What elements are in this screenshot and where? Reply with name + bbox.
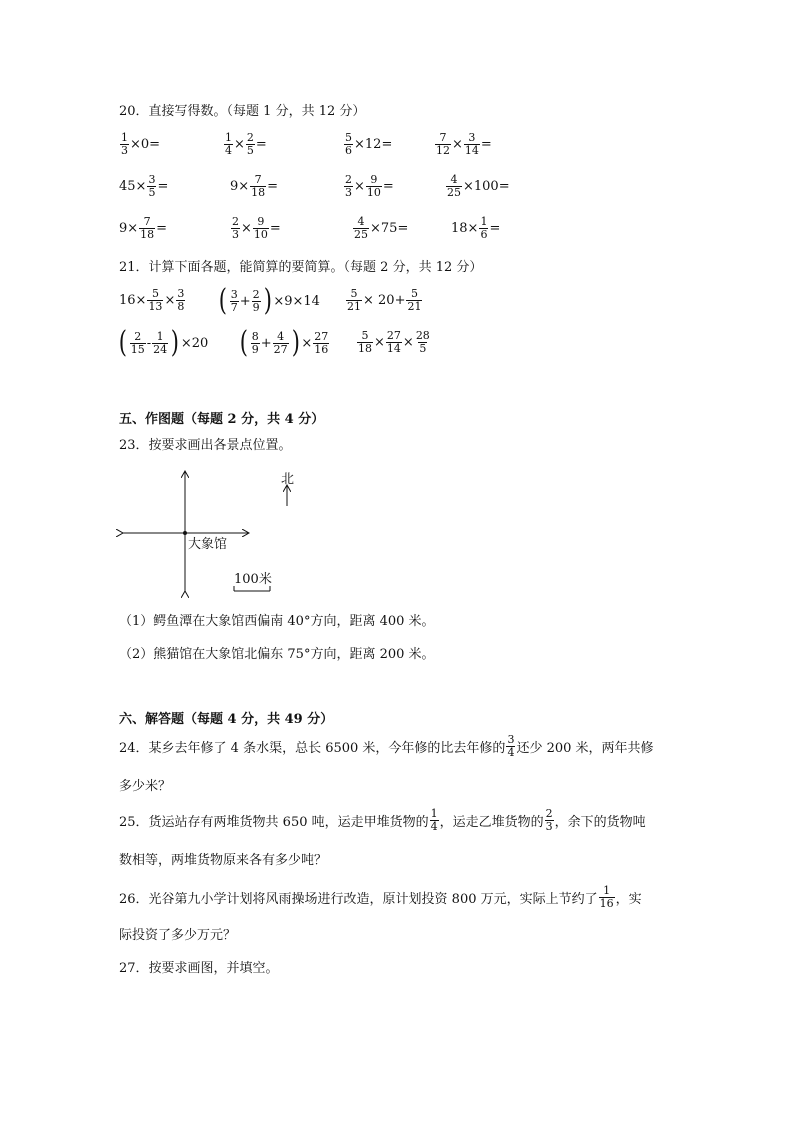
right-paren: ) — [291, 325, 300, 360]
q26-line-1: 26．光谷第九小学计划将风雨操场进行改造，原计划投资 800 万元，实际上节约了 $\frac{1}{16}$ ，实 — [119, 884, 642, 910]
q20-r1-b: $\frac{1}{4}$ × $\frac{2}{5}$ = — [225, 131, 267, 157]
q21-e1: 16× $\frac{5}{13}$ × $\frac{3}{8}$ — [119, 287, 185, 313]
fraction: $\frac{2}{15}$ — [130, 329, 145, 356]
q20-r1-d: $\frac{7}{12}$ × $\frac{3}{14}$ = — [436, 131, 492, 157]
fraction: $\frac{5}{13}$ — [148, 287, 163, 313]
section-5-heading: 五、作图题（每题 2 分，共 4 分） — [119, 412, 325, 427]
fraction: $\frac{2}{3}$ — [545, 807, 553, 833]
right-paren: ) — [263, 283, 272, 318]
left-paren: ( — [218, 283, 227, 318]
q25-line-1: 25．货运站存有两堆货物共 650 吨，运走甲堆货物的 $\frac{1}{4}$ ，运走乙堆货物的 $\frac{2}{3}$ ，余下的货物吨 — [119, 807, 646, 833]
elephant-house-label: 大象馆 — [188, 537, 228, 552]
fraction: $\frac{1}{16}$ — [599, 884, 614, 910]
fraction: $\frac{3}{5}$ — [148, 173, 156, 199]
fraction: $\frac{27}{16}$ — [314, 329, 329, 356]
origin-dot — [183, 531, 187, 535]
fraction: $\frac{1}{6}$ — [480, 215, 488, 241]
fraction: $\frac{1}{3}$ — [121, 131, 128, 157]
q21-title: 21．计算下面各题，能简算的要简算。（每题 2 分，共 12 分） — [119, 260, 483, 275]
q25-line-2: 数相等，两堆货物原来各有多少吨？ — [119, 853, 328, 868]
fraction: $\frac{9}{10}$ — [253, 215, 268, 241]
fraction: $\frac{5}{21}$ — [347, 287, 361, 313]
q21-e3: $\frac{5}{21}$ × 20+ $\frac{5}{21}$ — [347, 287, 422, 313]
left-paren: ( — [239, 325, 248, 360]
q21-e5: ( $\frac{8}{9}$ + $\frac{4}{27}$ ) × $\frac{27}{16}$ — [239, 325, 329, 360]
q21-e6: $\frac{5}{18}$ × $\frac{27}{14}$ × $\frac{28}{5}$ — [358, 329, 430, 355]
scale-label: 100米 — [234, 572, 272, 587]
fraction: $\frac{3}{4}$ — [507, 733, 515, 759]
fraction: $\frac{2}{5}$ — [246, 131, 254, 157]
fraction: $\frac{9}{10}$ — [366, 173, 381, 199]
q23-part-1: （1）鳄鱼潭在大象馆西偏南 40°方向，距离 400 米。 — [119, 614, 435, 629]
fraction: $\frac{7}{18}$ — [251, 173, 266, 199]
q27-text: 27．按要求画图，并填空。 — [119, 961, 279, 976]
fraction: $\frac{7}{12}$ — [436, 131, 450, 157]
q21-e4: ( $\frac{2}{15}$ - $\frac{1}{24}$ ) ×20 — [118, 325, 209, 360]
fraction: $\frac{1}{4}$ — [430, 807, 438, 833]
fraction: $\frac{2}{3}$ — [345, 173, 352, 199]
section-6-heading: 六、解答题（每题 4 分，共 49 分） — [119, 712, 334, 727]
fraction: $\frac{7}{18}$ — [140, 215, 155, 241]
q20-r2-a: 45× $\frac{3}{5}$ = — [119, 173, 169, 199]
fraction: $\frac{2}{9}$ — [252, 287, 260, 314]
fraction: $\frac{2}{3}$ — [232, 215, 239, 241]
fraction: $\frac{3}{8}$ — [177, 287, 185, 313]
q26-line-2: 际投资了多少万元？ — [119, 928, 237, 943]
north-label: 北 — [281, 472, 295, 487]
q20-r3-b: $\frac{2}{3}$ × $\frac{9}{10}$ = — [232, 215, 281, 241]
fraction: $\frac{3}{14}$ — [464, 131, 479, 157]
fraction: $\frac{27}{14}$ — [386, 329, 401, 355]
left-paren: ( — [118, 325, 127, 360]
q21-e2: ( $\frac{3}{7}$ + $\frac{2}{9}$ ) ×9×14 — [218, 283, 320, 318]
q20-r3-d: 18× $\frac{1}{6}$ = — [451, 215, 501, 241]
q23-text: 23．按要求画出各景点位置。 — [119, 438, 292, 453]
fraction: $\frac{5}{6}$ — [345, 131, 352, 157]
fraction: $\frac{5}{21}$ — [407, 287, 422, 313]
q24-line-1: 24．某乡去年修了 4 条水渠，总长 6500 米，今年修的比去年修的 $\frac{3}{4}$ 还少 200 米，两年共修 — [119, 733, 654, 759]
q23-part-2: （2）熊猫馆在大象馆北偏东 75°方向，距离 200 米。 — [119, 647, 435, 662]
fraction: $\frac{8}{9}$ — [251, 329, 259, 356]
fraction: $\frac{28}{5}$ — [415, 329, 430, 355]
q20-r2-b: 9× $\frac{7}{18}$ = — [230, 173, 279, 199]
q20-r3-a: 9× $\frac{7}{18}$ = — [119, 215, 168, 241]
q20-r3-c: $\frac{4}{25}$ ×75 = — [354, 215, 409, 241]
q20-r1-c: $\frac{5}{6}$ ×12 = — [345, 131, 393, 157]
fraction: $\frac{5}{18}$ — [358, 329, 372, 355]
fraction: $\frac{3}{7}$ — [230, 287, 238, 314]
compass-diagram — [110, 460, 310, 610]
fraction: $\frac{1}{4}$ — [225, 131, 232, 157]
fraction: $\frac{4}{25}$ — [447, 173, 461, 199]
q20-r1-a: $\frac{1}{3}$ ×0 = — [121, 131, 161, 157]
right-paren: ) — [170, 325, 180, 360]
fraction: $\frac{1}{24}$ — [153, 329, 168, 356]
q20-r2-d: $\frac{4}{25}$ ×100 = — [447, 173, 510, 199]
q24-line-2: 多少米？ — [119, 779, 172, 794]
fraction: $\frac{4}{27}$ — [273, 329, 288, 356]
q20-r2-c: $\frac{2}{3}$ × $\frac{9}{10}$ = — [345, 173, 394, 199]
q20-title: 20．直接写得数。（每题 1 分，共 12 分） — [119, 104, 366, 119]
fraction: $\frac{4}{25}$ — [354, 215, 368, 241]
